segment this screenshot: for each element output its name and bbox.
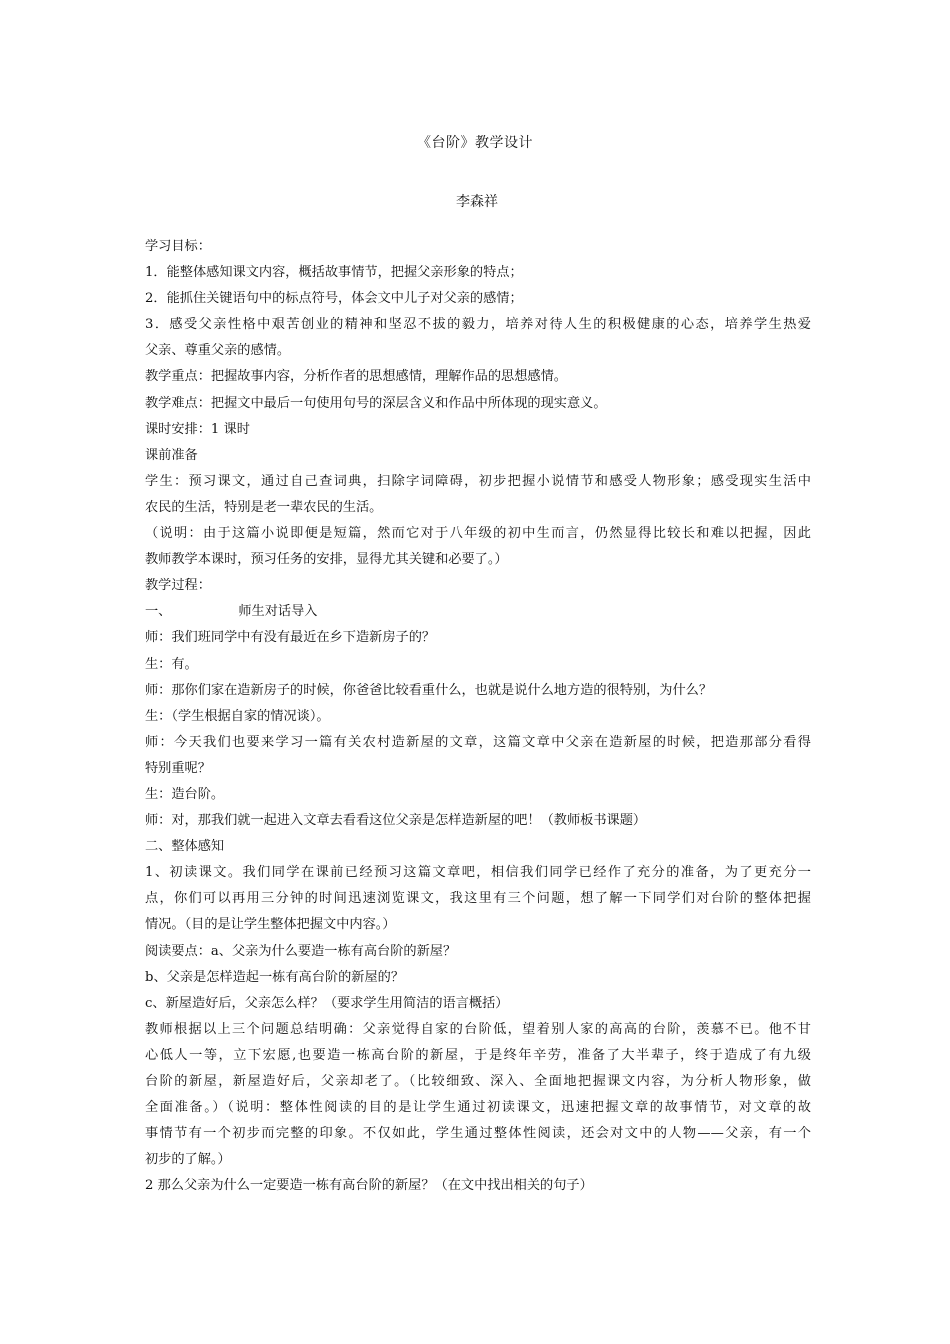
section-heading: [145, 599, 811, 625]
text-line: 特别重呢？: [145, 760, 211, 776]
text-line: 教师根据以上三个问题总结明确：父亲觉得自家的台阶低，望着别人家的高高的台阶，羡慕不已。他不甘: [145, 1021, 811, 1037]
text-line: 3．感受父亲性格中艰苦创业的精神和坚忍不拔的毅力，培养对待人生的积极健康的心态，培养学生热爱: [145, 317, 811, 333]
text-line: 师：那你们家在造新房子的时候，你爸爸比较看重什么，也就是说什么地方造的很特别，为什么？: [145, 682, 713, 698]
text-line: 教学重点：把握故事内容，分析作者的思想感情，理解作品的思想感情。: [145, 369, 567, 385]
text-line: 生：造台阶。: [145, 786, 225, 802]
section-number: 一、: [145, 604, 172, 620]
text-line: 课前准备: [145, 447, 198, 463]
text-line: 点，你们可以再用三分钟的时间迅速浏览课文，我这里有三个问题，想了解一下同学们对台阶的整体把握: [145, 891, 811, 907]
text-line: 心低人一等，立下宏愿,也要造一栋高台阶的新屋，于是终年辛劳，准备了大半辈子，终于造成了有九级: [145, 1047, 811, 1063]
text-line: 学生：预习课文，通过自己查词典，扫除字词障碍，初步把握小说情节和感受人物形象；感受现实生活中: [145, 473, 811, 489]
text-line: 父亲、尊重父亲的感情。: [145, 343, 291, 359]
text-line: c、新屋造好后，父亲怎么样？（要求学生用简洁的语言概括）: [145, 995, 509, 1011]
text-line: 事情节有一个初步而完整的印象。不仅如此，学生通过整体性阅读，还会对文中的人物——父亲，有一个: [145, 1126, 811, 1142]
text-line: 全面准备。）（说明：整体性阅读的目的是让学生通过初读课文，迅速把握文章的故事情节，对文章的故: [145, 1100, 811, 1116]
text-line: 阅读要点：a、父亲为什么要造一栋有高台阶的新屋？: [145, 943, 457, 959]
text-line: 2．能抓住关键语句中的标点符号，体会文中儿子对父亲的感情；: [145, 291, 523, 307]
document-body: [145, 234, 811, 1199]
text-line: 教学难点：把握文中最后一句使用句号的深层含义和作品中所体现的现实意义。: [145, 395, 607, 411]
text-line: 1．能整体感知课文内容，概括故事情节，把握父亲形象的特点；: [145, 265, 523, 281]
text-line: 教学过程：: [145, 578, 211, 594]
text-line: 2 那么父亲为什么一定要造一栋有高台阶的新屋？（在文中找出相关的句子）: [145, 1178, 593, 1194]
document-title: 《台阶》教学设计: [417, 135, 533, 151]
text-line: 1、初读课文。我们同学在课前已经预习这篇文章吧，相信我们同学已经作了充分的准备，为了更充分一: [145, 865, 811, 881]
text-line: 师：今天我们也要来学习一篇有关农村造新屋的文章，这篇文章中父亲在造新屋的时候，把造那部分看得: [145, 734, 811, 750]
text-line: 二、整体感知: [145, 839, 225, 855]
text-line: 农民的生活，特别是老一辈农民的生活。: [145, 499, 383, 515]
text-line: 师：对，那我们就一起进入文章去看看这位父亲是怎样造新屋的吧！（教师板书课题）: [145, 813, 647, 829]
text-line: （说明：由于这篇小说即便是短篇，然而它对于八年级的初中生而言，仍然显得比较长和难以把握，因此: [145, 526, 811, 542]
text-line: 教师教学本课时，预习任务的安排，显得尤其关键和必要了。）: [145, 552, 508, 568]
text-line: 初步的了解。）: [145, 1152, 231, 1168]
text-line: 情况。（目的是让学生整体把握文中内容。）: [145, 917, 396, 933]
text-line: 台阶的新屋，新屋造好后，父亲却老了。（比较细致、深入、全面地把握课文内容，为分析人物形象，做: [145, 1074, 811, 1089]
text-line: 学习目标：: [145, 239, 211, 254]
section-title: 师生对话导入: [238, 604, 318, 620]
text-line: 生：有。: [145, 656, 198, 672]
text-line: 师：我们班同学中有没有最近在乡下造新房子的？: [145, 630, 436, 646]
text-line: 课时安排：1 课时: [145, 421, 250, 437]
text-line: 生：（学生根据自家的情况谈）。: [145, 708, 330, 724]
text-line: b、父亲是怎样造起一栋有高台阶的新屋的？: [145, 969, 405, 985]
document-author: 李森祥: [456, 194, 498, 210]
